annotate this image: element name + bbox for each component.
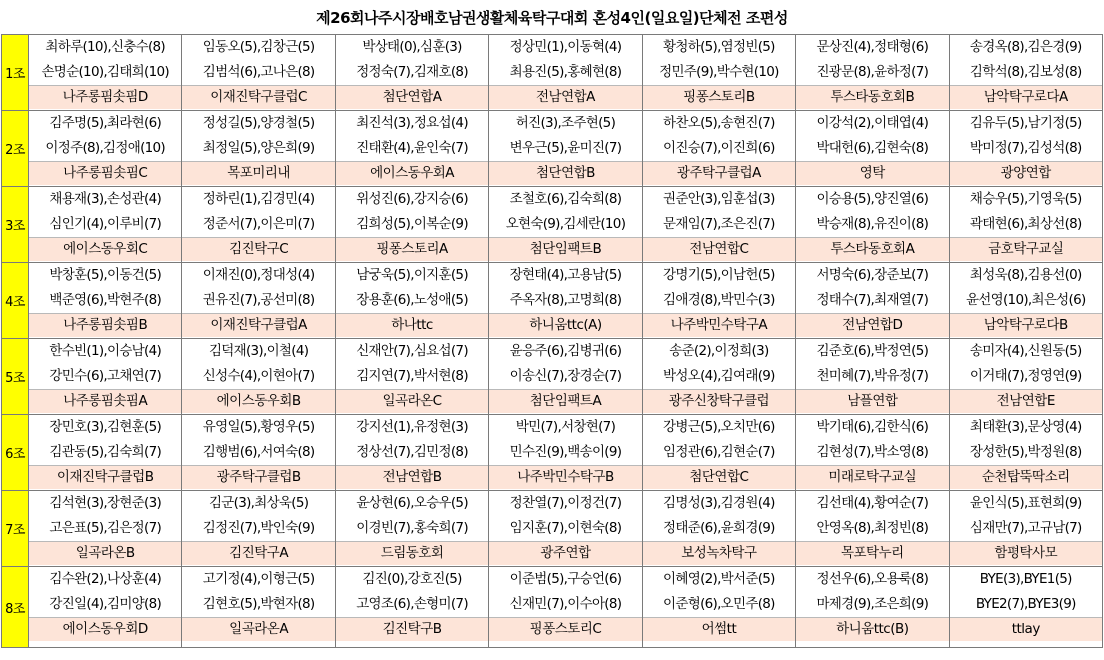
player-pair-2: 김행범(6),서여숙(8) bbox=[202, 444, 315, 460]
player-pair-2: 김정진(7),박인숙(9) bbox=[202, 520, 315, 536]
team-entry bbox=[182, 415, 335, 491]
team-entry bbox=[489, 263, 642, 339]
team-entry bbox=[642, 111, 795, 187]
player-pair-1: 송준(2),이정희(3) bbox=[669, 343, 769, 359]
player-pair-1: 문상진(4),정태형(6) bbox=[816, 39, 929, 55]
player-pair-2: 오현숙(9),김세란(10) bbox=[505, 216, 626, 232]
group-row bbox=[2, 491, 1103, 567]
team-entry bbox=[949, 339, 1102, 415]
player-pair-1: 정선우(6),오용룩(8) bbox=[816, 571, 929, 587]
team-entry bbox=[335, 111, 488, 187]
team-name: 첨단연합A bbox=[336, 85, 488, 109]
team-entry bbox=[489, 567, 642, 648]
team-name: 순천탑뚝딱소리 bbox=[950, 465, 1102, 489]
player-pair-1: 권준안(3),임훈섭(3) bbox=[663, 191, 775, 207]
player-pair-1: 장민호(3),김현훈(5) bbox=[49, 419, 162, 435]
player-pair-1: 최진석(3),정요섭(4) bbox=[356, 115, 468, 131]
team-name: 에이스동우회A bbox=[336, 161, 488, 185]
group-label: 4조 bbox=[2, 263, 29, 339]
player-pair-2: 정태준(6),윤희경(9) bbox=[663, 520, 775, 536]
team-name: 전남연합B bbox=[336, 465, 488, 489]
player-pair-2: 정정숙(7),김재호(8) bbox=[356, 64, 468, 80]
player-pair-1: 김주명(5),최라현(6) bbox=[49, 115, 162, 131]
team-entry bbox=[642, 35, 795, 111]
team-name: 일곡라온A bbox=[182, 617, 334, 641]
team-name: 미래로탁구교실 bbox=[796, 465, 948, 489]
player-pair-1: 정상민(1),이동혁(4) bbox=[509, 39, 622, 55]
team-name: 일곡라온B bbox=[29, 541, 181, 565]
team-entry bbox=[335, 35, 488, 111]
team-entry bbox=[489, 491, 642, 567]
player-pair-2: 김현성(7),박소영(8) bbox=[816, 444, 929, 460]
team-entry bbox=[642, 187, 795, 263]
team-entry bbox=[489, 35, 642, 111]
team-name: 투스타동호회A bbox=[796, 237, 948, 261]
team-name: 하니움ttc(A) bbox=[489, 313, 641, 337]
team-name: 이재진탁구클럽C bbox=[182, 85, 334, 109]
team-name: 전남연합C bbox=[643, 237, 795, 261]
player-pair-2: 김학석(8),김보성(8) bbox=[969, 64, 1082, 80]
player-pair-2: 신성수(4),이현아(7) bbox=[202, 368, 315, 384]
player-pair-1: 최하루(10),신충수(8) bbox=[45, 39, 165, 55]
group-row bbox=[2, 35, 1103, 111]
player-pair-2: 안영옥(8),최정빈(8) bbox=[816, 520, 929, 536]
player-pair-1: 정성길(5),양경철(5) bbox=[202, 115, 315, 131]
team-entry bbox=[335, 263, 488, 339]
player-pair-2: 이준형(6),오민주(8) bbox=[663, 596, 775, 612]
player-pair-2: 강진일(4),김미양(8) bbox=[49, 596, 162, 612]
team-entry bbox=[29, 339, 182, 415]
player-pair-1: 송경옥(8),김은경(9) bbox=[969, 39, 1082, 55]
player-pair-2: 박대헌(6),김현숙(8) bbox=[816, 140, 929, 156]
team-name: 나주롱핌솟핌D bbox=[29, 85, 181, 109]
team-entry bbox=[29, 111, 182, 187]
team-entry bbox=[642, 339, 795, 415]
team-entry bbox=[642, 263, 795, 339]
team-name: 광양연합 bbox=[950, 161, 1102, 185]
player-pair-2: 고은표(5),김은정(7) bbox=[49, 520, 162, 536]
player-pair-1: 이혜영(2),박서준(5) bbox=[663, 571, 775, 587]
player-pair-1: 정찬열(7),이정건(7) bbox=[509, 495, 622, 511]
player-pair-2: 마제경(9),조은희(9) bbox=[816, 596, 929, 612]
player-pair-2: 심재만(7),고규남(7) bbox=[969, 520, 1082, 536]
player-pair-2: 진광문(8),윤하정(7) bbox=[816, 64, 929, 80]
team-entry bbox=[182, 491, 335, 567]
team-name: 나주롱핌솟핌B bbox=[29, 313, 181, 337]
player-pair-2: 박미정(7),김성석(8) bbox=[969, 140, 1082, 156]
team-entry bbox=[29, 415, 182, 491]
team-entry bbox=[796, 567, 949, 648]
group-label: 3조 bbox=[2, 187, 29, 263]
team-entry bbox=[949, 187, 1102, 263]
player-pair-1: 조철호(6),김숙희(8) bbox=[509, 191, 622, 207]
player-pair-2: 박승재(8),유진이(8) bbox=[816, 216, 929, 232]
team-name: 함평탁사모 bbox=[950, 541, 1102, 565]
player-pair-2: 이거태(7),정영연(9) bbox=[969, 368, 1082, 384]
player-pair-1: 김덕재(3),이철(4) bbox=[208, 343, 309, 359]
team-entry bbox=[335, 187, 488, 263]
team-name: 김진탁구B bbox=[336, 617, 488, 641]
team-name: 광주신창탁구클럽 bbox=[643, 389, 795, 413]
team-name: 영탁 bbox=[796, 161, 948, 185]
team-entry bbox=[182, 187, 335, 263]
group-label: 8조 bbox=[2, 567, 29, 648]
player-pair-1: 하찬오(5),송현진(7) bbox=[663, 115, 775, 131]
player-pair-1: 정하린(1),김경민(4) bbox=[202, 191, 315, 207]
player-pair-2: 이정주(8),김정애(10) bbox=[45, 140, 165, 156]
team-name: 목포미리내 bbox=[182, 161, 334, 185]
player-pair-2: 민수진(9),백송이(9) bbox=[509, 444, 622, 460]
player-pair-2: 정민주(9),박수현(10) bbox=[659, 64, 779, 80]
player-pair-1: 신재안(7),심요섭(7) bbox=[356, 343, 468, 359]
player-pair-2: 정태수(7),최재열(7) bbox=[816, 292, 929, 308]
team-entry bbox=[335, 567, 488, 648]
team-entry bbox=[335, 491, 488, 567]
player-pair-1: 윤상현(6),오승우(5) bbox=[356, 495, 468, 511]
group-row bbox=[2, 111, 1103, 187]
team-entry bbox=[642, 491, 795, 567]
player-pair-2: 손명순(10),김태희(10) bbox=[41, 64, 169, 80]
player-pair-2: 김현호(5),박현자(8) bbox=[202, 596, 315, 612]
team-entry bbox=[182, 35, 335, 111]
team-name: 전남연합A bbox=[489, 85, 641, 109]
player-pair-2: 정상선(7),김민정(8) bbox=[356, 444, 468, 460]
player-pair-1: 김진(0),강호진(5) bbox=[362, 571, 462, 587]
player-pair-1: 한수빈(1),이승남(4) bbox=[49, 343, 162, 359]
team-name: 목포탁누리 bbox=[796, 541, 948, 565]
player-pair-2: 박성오(4),김여래(9) bbox=[663, 368, 775, 384]
team-name: 드림동호회 bbox=[336, 541, 488, 565]
player-pair-1: 이강석(2),이태엽(4) bbox=[816, 115, 929, 131]
player-pair-2: 문재임(7),조은진(7) bbox=[663, 216, 775, 232]
team-name: 에이스동우회B bbox=[182, 389, 334, 413]
player-pair-2: 심인기(4),이루비(7) bbox=[49, 216, 162, 232]
player-pair-2: 장용훈(6),노성애(5) bbox=[356, 292, 468, 308]
player-pair-1: 황청하(5),염정빈(5) bbox=[663, 39, 775, 55]
team-entry bbox=[796, 35, 949, 111]
team-name: 일곡라온C bbox=[336, 389, 488, 413]
team-name: 전남연합D bbox=[796, 313, 948, 337]
player-pair-2: 김희성(5),이복순(9) bbox=[356, 216, 468, 232]
team-name: 김진탁구A bbox=[182, 541, 334, 565]
player-pair-2: 김범석(6),고나은(8) bbox=[202, 64, 315, 80]
player-pair-1: 장현태(4),고용남(5) bbox=[509, 267, 622, 283]
team-entry bbox=[949, 111, 1102, 187]
group-label: 2조 bbox=[2, 111, 29, 187]
player-pair-2: 최정일(5),양은희(9) bbox=[202, 140, 315, 156]
player-pair-1: 채용재(3),손성관(4) bbox=[49, 191, 162, 207]
player-pair-1: 임동오(5),김창근(5) bbox=[202, 39, 315, 55]
player-pair-1: 최성욱(8),김용선(0) bbox=[969, 267, 1082, 283]
player-pair-1: 강병근(5),오치만(6) bbox=[663, 419, 775, 435]
player-pair-2: 곽태현(6),최상선(8) bbox=[969, 216, 1082, 232]
team-name: 에이스동우회C bbox=[29, 237, 181, 261]
team-entry bbox=[335, 339, 488, 415]
player-pair-1: BYE(3),BYE1(5) bbox=[979, 571, 1072, 587]
team-entry bbox=[949, 415, 1102, 491]
team-name: 남플연합 bbox=[796, 389, 948, 413]
player-pair-2: 임지훈(7),이현숙(8) bbox=[509, 520, 622, 536]
team-entry bbox=[182, 263, 335, 339]
player-pair-1: 채승우(5),기영욱(5) bbox=[969, 191, 1082, 207]
team-entry bbox=[29, 567, 182, 648]
team-entry bbox=[489, 415, 642, 491]
player-pair-1: 박기태(6),김한식(6) bbox=[816, 419, 929, 435]
team-name: ttlay bbox=[950, 617, 1102, 641]
group-label: 5조 bbox=[2, 339, 29, 415]
player-pair-2: 진태환(4),윤인숙(7) bbox=[356, 140, 468, 156]
player-pair-1: 박상태(0),심훈(3) bbox=[362, 39, 462, 55]
team-name: 보성녹차탁구 bbox=[643, 541, 795, 565]
team-entry bbox=[949, 567, 1102, 648]
team-entry bbox=[949, 491, 1102, 567]
player-pair-1: 김명성(3),김경원(4) bbox=[663, 495, 775, 511]
team-entry bbox=[796, 187, 949, 263]
team-entry bbox=[949, 263, 1102, 339]
player-pair-1: 박창훈(5),이동건(5) bbox=[49, 267, 162, 283]
player-pair-2: 이진승(7),이진희(6) bbox=[663, 140, 775, 156]
team-entry bbox=[29, 491, 182, 567]
team-entry bbox=[796, 111, 949, 187]
team-name: 첨단연합C bbox=[643, 465, 795, 489]
player-pair-1: 강명기(5),이남헌(5) bbox=[663, 267, 775, 283]
player-pair-1: 고기정(4),이형근(5) bbox=[202, 571, 315, 587]
team-entry bbox=[489, 111, 642, 187]
player-pair-2: 고영조(6),손형미(7) bbox=[356, 596, 468, 612]
team-entry bbox=[182, 567, 335, 648]
player-pair-1: 윤응주(6),김병귀(6) bbox=[509, 343, 622, 359]
player-pair-2: 천미혜(7),박유정(7) bbox=[816, 368, 929, 384]
team-name: 남악탁구로다A bbox=[950, 85, 1102, 109]
player-pair-1: 이준범(5),구승언(6) bbox=[509, 571, 622, 587]
player-pair-1: 박민(7),서창현(7) bbox=[515, 419, 616, 435]
player-pair-1: 남궁욱(5),이지훈(5) bbox=[356, 267, 468, 283]
player-pair-1: 서명숙(6),장준보(7) bbox=[816, 267, 929, 283]
team-entry bbox=[29, 263, 182, 339]
team-entry bbox=[796, 491, 949, 567]
player-pair-2: 김애경(8),박민수(3) bbox=[663, 292, 775, 308]
team-name: 김진탁구C bbox=[182, 237, 334, 261]
player-pair-1: 강지선(1),유정현(3) bbox=[356, 419, 468, 435]
player-pair-2: 강민수(6),고채연(7) bbox=[49, 368, 162, 384]
team-name: 나주롱핌솟핌C bbox=[29, 161, 181, 185]
player-pair-1: 김석현(3),장현준(3) bbox=[49, 495, 162, 511]
player-pair-2: 김지연(7),박서현(8) bbox=[356, 368, 468, 384]
group-label: 1조 bbox=[2, 35, 29, 111]
player-pair-2: 이경빈(7),홍숙희(7) bbox=[356, 520, 468, 536]
team-name: 첨단임팩트B bbox=[489, 237, 641, 261]
player-pair-2: 김관동(5),김숙희(7) bbox=[49, 444, 162, 460]
team-entry bbox=[182, 111, 335, 187]
team-entry bbox=[489, 339, 642, 415]
player-pair-1: 김유두(5),남기정(5) bbox=[969, 115, 1082, 131]
team-name: 핑퐁스토리B bbox=[643, 85, 795, 109]
player-pair-1: 김군(3),최상욱(5) bbox=[208, 495, 309, 511]
team-entry bbox=[489, 187, 642, 263]
player-pair-2: 최용진(5),홍혜현(8) bbox=[509, 64, 622, 80]
team-name: 금호탁구교실 bbox=[950, 237, 1102, 261]
team-name: 나주박민수탁구B bbox=[489, 465, 641, 489]
team-name: 핑퐁스토리C bbox=[489, 617, 641, 641]
player-pair-1: 송미자(4),신원동(5) bbox=[969, 343, 1082, 359]
team-entry bbox=[642, 415, 795, 491]
team-entry bbox=[949, 35, 1102, 111]
team-name: 하나ttc bbox=[336, 313, 488, 337]
team-entry bbox=[796, 415, 949, 491]
team-name: 남악탁구로다B bbox=[950, 313, 1102, 337]
player-pair-2: 장성한(5),박정원(8) bbox=[969, 444, 1082, 460]
player-pair-1: 이승용(5),양진열(6) bbox=[816, 191, 929, 207]
group-row bbox=[2, 567, 1103, 648]
player-pair-2: 정준서(7),이은미(7) bbox=[202, 216, 315, 232]
player-pair-2: 권유진(7),공선미(8) bbox=[202, 292, 315, 308]
team-entry bbox=[29, 187, 182, 263]
group-row bbox=[2, 187, 1103, 263]
group-row bbox=[2, 263, 1103, 339]
team-entry bbox=[335, 415, 488, 491]
team-name: 광주탁구클럽A bbox=[643, 161, 795, 185]
player-pair-1: 유영일(5),황영우(5) bbox=[202, 419, 315, 435]
team-name: 첨단임팩트A bbox=[489, 389, 641, 413]
team-name: 첨단연합B bbox=[489, 161, 641, 185]
player-pair-2: 변우근(5),윤미진(7) bbox=[509, 140, 622, 156]
group-row bbox=[2, 415, 1103, 491]
player-pair-1: 김준호(6),박정연(5) bbox=[816, 343, 929, 359]
group-label: 7조 bbox=[2, 491, 29, 567]
player-pair-2: 백준영(6),박현주(8) bbox=[49, 292, 162, 308]
team-name: 에이스동우회D bbox=[29, 617, 181, 641]
team-name: 나주롱핌솟핌A bbox=[29, 389, 181, 413]
team-entry bbox=[642, 567, 795, 648]
team-name: 핑퐁스토리A bbox=[336, 237, 488, 261]
team-name: 나주박민수탁구A bbox=[643, 313, 795, 337]
team-entry bbox=[796, 339, 949, 415]
team-name: 광주탁구클럽B bbox=[182, 465, 334, 489]
team-name: 이재진탁구클럽B bbox=[29, 465, 181, 489]
group-label: 6조 bbox=[2, 415, 29, 491]
team-entry bbox=[796, 263, 949, 339]
group-table bbox=[1, 34, 1103, 648]
team-entry bbox=[182, 339, 335, 415]
team-name: 전남연합E bbox=[950, 389, 1102, 413]
team-name: 어썸tt bbox=[643, 617, 795, 641]
player-pair-1: 이재진(0),정대성(4) bbox=[202, 267, 315, 283]
player-pair-1: 윤인식(5),표현희(9) bbox=[969, 495, 1082, 511]
player-pair-1: 위성진(6),강지승(6) bbox=[356, 191, 468, 207]
player-pair-1: 허진(3),조주현(5) bbox=[515, 115, 616, 131]
team-name: 투스타동호회B bbox=[796, 85, 948, 109]
player-pair-2: 윤선영(10),최은성(6) bbox=[965, 292, 1086, 308]
team-name: 이재진탁구클럽A bbox=[182, 313, 334, 337]
player-pair-1: 김선태(4),황여순(7) bbox=[816, 495, 929, 511]
team-name: 하니움ttc(B) bbox=[796, 617, 948, 641]
player-pair-2: 이송신(7),장경순(7) bbox=[509, 368, 622, 384]
team-name: 광주연합 bbox=[489, 541, 641, 565]
player-pair-2: 신재민(7),이수아(8) bbox=[509, 596, 622, 612]
player-pair-1: 김수완(2),나상훈(4) bbox=[49, 571, 162, 587]
team-entry bbox=[29, 35, 182, 111]
group-row bbox=[2, 339, 1103, 415]
player-pair-2: 임정관(6),김현순(7) bbox=[663, 444, 775, 460]
player-pair-1: 최태환(3),문상영(4) bbox=[969, 419, 1082, 435]
player-pair-2: 주옥자(8),고명희(8) bbox=[509, 292, 622, 308]
page-title: 제26회나주시장배호남권생활체육탁구대회 혼성4인(일요일)단체전 조편성 bbox=[316, 8, 788, 27]
player-pair-2: BYE2(7),BYE3(9) bbox=[975, 596, 1076, 612]
